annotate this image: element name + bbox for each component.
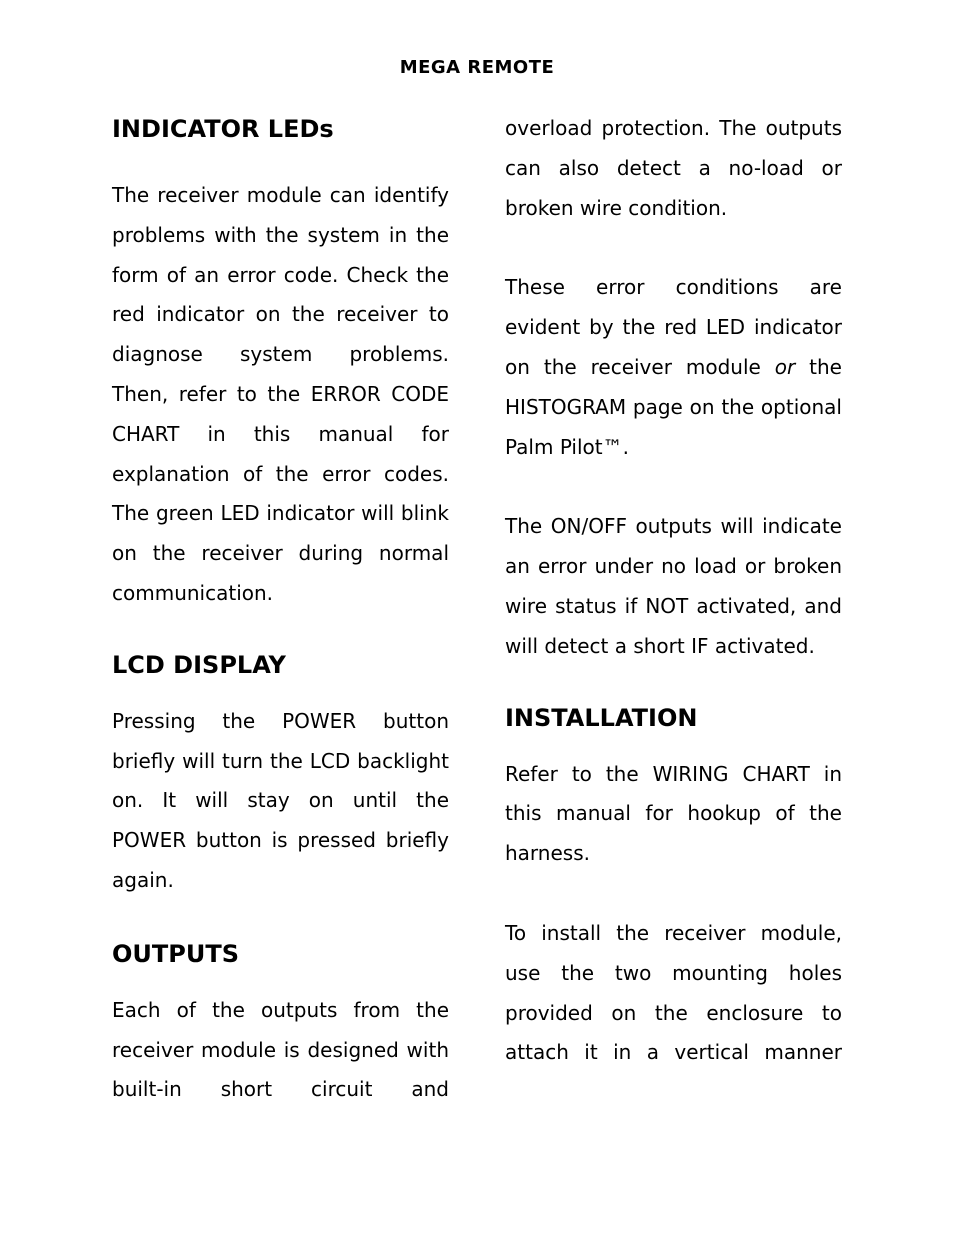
page-header-title: MEGA REMOTE [399,57,555,78]
error-conditions-text-2: the HISTOGRAM page on the optional Palm Pilot™. [505,354,842,459]
installation-heading: INSTALLATION [505,703,698,732]
outputs-paragraph: Each of the outputs from the receiver module is designed with built-in short circuit and [112,997,449,1102]
onoff-outputs-paragraph: The ON/OFF outputs will indicate an error under no load or broken wire status if NOT activated, and will detect a short IF activated. [505,514,842,658]
outputs-heading: OUTPUTS [112,939,239,968]
right-column [505,109,842,1073]
indicator-leds-heading: INDICATOR LEDs [112,115,334,143]
error-conditions-paragraph [505,268,842,467]
error-conditions-text-1: These error conditions are evident by the red LED indicator on the receiver module [505,275,842,379]
installation-paragraph-1: Refer to the WIRING CHART in this manual for hookup of the harness. [505,761,842,866]
error-conditions-or: or [774,354,796,379]
lcd-display-heading: LCD DISPLAY [112,650,286,679]
indicator-leds-paragraph: The receiver module can identify problems with the system in the form of an error code. Check the red indicator on the receiver to diagnose system problems. Then, refer to the ERROR CODE CHART in this manual for explanation of the error codes. The green LED indicator will blink on the receiver during normal communication. [112,183,449,605]
installation-paragraph-2: To install the receiver module, use the two mounting holes provided on the enclosure to attach it in a vertical manner [505,920,842,1065]
lcd-display-paragraph: Pressing the POWER button briefly will turn the LCD backlight on. It will stay on until the POWER button is pressed briefly again. [112,708,449,892]
left-column [112,112,449,1110]
overload-paragraph: overload protection. The outputs can also detect a no-load or broken wire condition. [505,116,842,220]
